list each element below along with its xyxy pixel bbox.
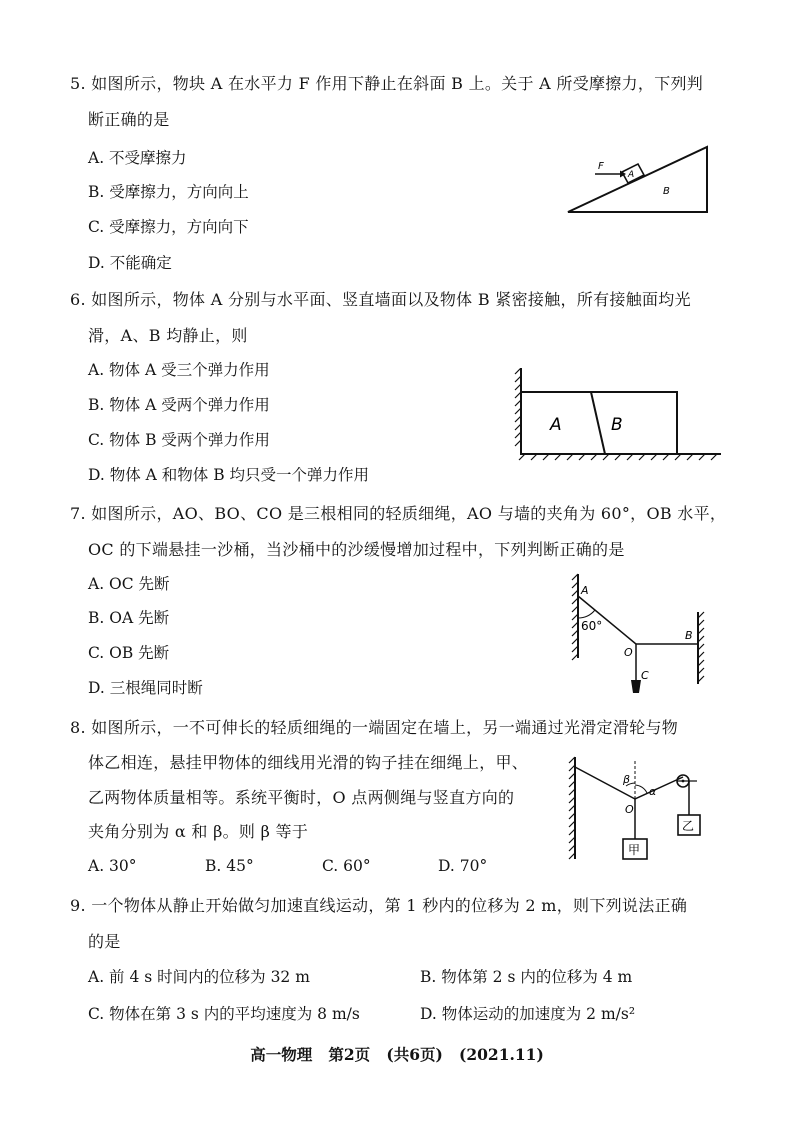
q5-option-a: A. 不受摩擦力 [88,149,187,167]
q7-option-b: B. OA 先断 [88,609,170,627]
q6-option-a: A. 物体 A 受三个弹力作用 [88,361,270,379]
q8-option-c: C. 60° [322,857,371,875]
ab-interface [591,392,605,454]
sand-bucket [631,680,641,693]
label-o: O [624,646,633,659]
q6-option-c: C. 物体 B 受两个弹力作用 [88,431,270,449]
label-jia: 甲 [628,843,641,857]
q9-option-b: B. 物体第 2 s 内的位移为 4 m [420,968,633,986]
q8-option-b: B. 45° [205,857,254,875]
q7-option-d: D. 三根绳同时断 [88,679,203,697]
q9-stem-line1: 9. 一个物体从静止开始做匀加速直线运动，第 1 秒内的位移为 2 m，则下列说法正确 [70,896,688,915]
label-b: B [611,415,623,435]
q9-option-c: C. 物体在第 3 s 内的平均速度为 8 m/s [88,1005,360,1023]
label-b: B [663,186,670,197]
label-yi: 乙 [682,819,695,833]
q7-option-c: C. OB 先断 [88,644,170,662]
q7-rope-figure [568,572,710,702]
q9-option-d: D. 物体运动的加速度为 2 m/s² [420,1005,636,1023]
q8-stem-line4: 夹角分别为 α 和 β。则 β 等于 [88,822,309,841]
label-a: A [550,415,562,435]
q6-option-d: D. 物体 A 和物体 B 均只受一个弹力作用 [88,466,370,484]
label-f: F [598,161,604,172]
label-a: A [581,584,589,597]
q5-option-d: D. 不能确定 [88,254,172,272]
label-o: O [625,803,634,816]
q7-option-a: A. OC 先断 [88,575,170,593]
q5-stem-line1: 5. 如图所示，物块 A 在水平力 F 作用下静止在斜面 B 上。关于 A 所受摩擦力，下列判 [70,74,704,93]
q9-stem-line2: 的是 [88,932,121,951]
q6-stem-line1: 6. 如图所示，物体 A 分别与水平面、竖直墙面以及物体 B 紧密接触，所有接触面均光 [70,290,691,309]
q6-blocks-figure [505,368,725,468]
q9-option-a: A. 前 4 s 时间内的位移为 32 m [88,968,310,986]
q5-option-c: C. 受摩擦力，方向向下 [88,218,249,236]
q7-stem-line2: OC 的下端悬挂一沙桶，当沙桶中的沙缓慢增加过程中，下列判断正确的是 [88,540,625,559]
q8-stem-line1: 8. 如图所示，一不可伸长的轻质细绳的一端固定在墙上，另一端通过光滑定滑轮与物 [70,718,679,737]
alpha-arc [635,785,647,793]
q8-option-a: A. 30° [88,857,137,875]
q5-incline-figure [560,140,720,220]
rope-right [635,777,683,799]
q5-option-b: B. 受摩擦力，方向向上 [88,183,249,201]
label-angle: 60° [581,619,603,633]
label-alpha: α [649,785,657,798]
q5-stem-line2: 断正确的是 [88,110,170,129]
page-footer: 高一物理 第2页 (共6页) (2021.11) [250,1045,544,1064]
incline-b [568,147,707,212]
q6-option-b: B. 物体 A 受两个弹力作用 [88,396,270,414]
q8-stem-line2: 体乙相连，悬挂甲物体的细线用光滑的钩子挂在细绳上，甲、 [88,753,529,772]
q8-pulley-figure [565,755,715,865]
label-a: A [628,170,635,180]
label-c: C [641,669,649,682]
label-beta: β [623,773,631,786]
q8-stem-line3: 乙两物体质量相等。系统平衡时，O 点两侧绳与竖直方向的 [88,788,515,807]
q8-option-d: D. 70° [438,857,488,875]
q6-stem-line2: 滑，A、B 均静止，则 [88,326,248,345]
q7-stem-line1: 7. 如图所示，AO、BO、CO 是三根相同的轻质细绳，AO 与墙的夹角为 60°，OB 水平， [70,504,727,523]
label-b: B [685,629,693,642]
angle-arc [578,610,595,618]
